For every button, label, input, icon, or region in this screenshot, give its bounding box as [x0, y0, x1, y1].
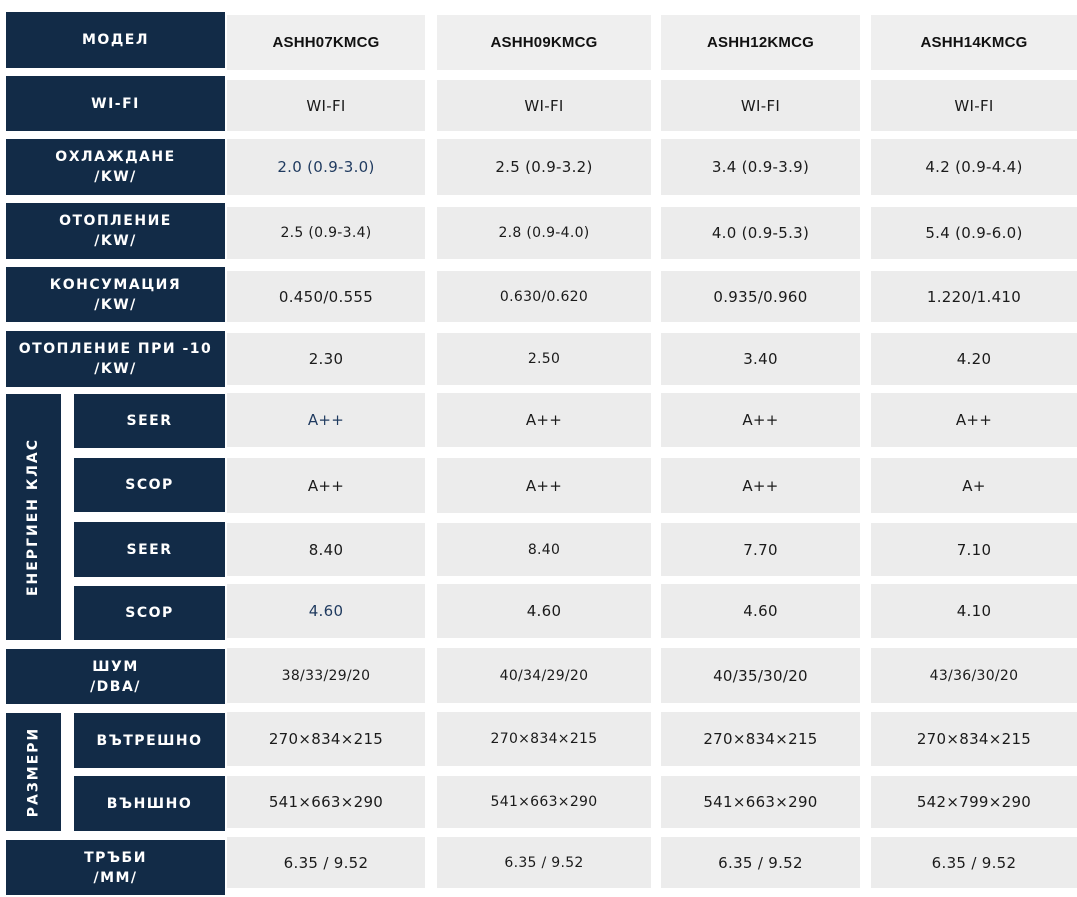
cell-indoor: 270×834×215	[437, 712, 651, 766]
cell-indoor: 270×834×215	[661, 712, 860, 766]
row-label-scop-value: SCOP	[74, 586, 225, 640]
cell-pipes: 6.35 / 9.52	[437, 837, 651, 888]
cell-scop-class: A+	[871, 458, 1077, 513]
cell-outdoor: 541×663×290	[661, 776, 860, 828]
cell-consumption: 1.220/1.410	[871, 271, 1077, 322]
cell-wifi: WI-FI	[437, 80, 651, 131]
row-label-indoor: ВЪТРЕШНО	[74, 713, 225, 768]
header-model-label: МОДЕЛ	[6, 12, 225, 68]
cell-scop-class: A++	[661, 458, 860, 513]
cell-scop-class: A++	[227, 458, 425, 513]
row-label-consumption: КОНСУМАЦИЯ /KW/	[6, 267, 225, 322]
model-name: ASHH09KMCG	[437, 15, 651, 70]
cell-cooling: 2.0 (0.9-3.0)	[227, 139, 425, 195]
cell-scop-value: 4.60	[437, 584, 651, 638]
row-label-pipes: ТРЪБИ /MM/	[6, 840, 225, 895]
cell-scop-value: 4.10	[871, 584, 1077, 638]
cell-heating: 5.4 (0.9-6.0)	[871, 207, 1077, 259]
cell-seer-class: A++	[871, 393, 1077, 447]
cell-seer-value: 8.40	[227, 523, 425, 576]
row-label-scop-class: SCOP	[74, 458, 225, 512]
cell-heating: 2.5 (0.9-3.4)	[227, 207, 425, 259]
cell-heating-minus10: 2.30	[227, 333, 425, 385]
row-label-heating-minus10: ОТОПЛЕНИЕ ПРИ -10 /KW/	[6, 331, 225, 387]
cell-seer-class: A++	[661, 393, 860, 447]
model-name: ASHH12KMCG	[661, 15, 860, 70]
cell-scop-class: A++	[437, 458, 651, 513]
cell-pipes: 6.35 / 9.52	[871, 837, 1077, 888]
cell-pipes: 6.35 / 9.52	[227, 837, 425, 888]
row-label-seer-value: SEER	[74, 522, 225, 577]
cell-seer-class: A++	[437, 393, 651, 447]
cell-outdoor: 542×799×290	[871, 776, 1077, 828]
cell-indoor: 270×834×215	[227, 712, 425, 766]
cell-wifi: WI-FI	[661, 80, 860, 131]
cell-noise: 40/35/30/20	[661, 648, 860, 703]
model-name: ASHH07KMCG	[227, 15, 425, 70]
cell-outdoor: 541×663×290	[437, 776, 651, 828]
cell-cooling: 4.2 (0.9-4.4)	[871, 139, 1077, 195]
model-name: ASHH14KMCG	[871, 15, 1077, 70]
cell-scop-value: 4.60	[661, 584, 860, 638]
cell-noise: 43/36/30/20	[871, 648, 1077, 703]
cell-seer-value: 7.70	[661, 523, 860, 576]
row-label-seer-class: SEER	[74, 394, 225, 448]
cell-seer-class: A++	[227, 393, 425, 447]
cell-cooling: 3.4 (0.9-3.9)	[661, 139, 860, 195]
cell-outdoor: 541×663×290	[227, 776, 425, 828]
cell-consumption: 0.935/0.960	[661, 271, 860, 322]
cell-heating-minus10: 3.40	[661, 333, 860, 385]
cell-heating: 4.0 (0.9-5.3)	[661, 207, 860, 259]
cell-scop-value: 4.60	[227, 584, 425, 638]
cell-wifi: WI-FI	[871, 80, 1077, 131]
cell-indoor: 270×834×215	[871, 712, 1077, 766]
cell-heating: 2.8 (0.9-4.0)	[437, 207, 651, 259]
group-label-energy-class: ЕНЕРГИЕН КЛАС	[6, 394, 61, 640]
row-label-heating: ОТОПЛЕНИЕ /KW/	[6, 203, 225, 259]
cell-wifi: WI-FI	[227, 80, 425, 131]
cell-seer-value: 8.40	[437, 523, 651, 576]
cell-seer-value: 7.10	[871, 523, 1077, 576]
cell-noise: 40/34/29/20	[437, 648, 651, 703]
row-label-wifi: WI-FI	[6, 76, 225, 131]
row-label-outdoor: ВЪНШНО	[74, 776, 225, 831]
group-label-dimensions: РАЗМЕРИ	[6, 713, 61, 831]
row-label-noise: ШУМ /DBA/	[6, 649, 225, 704]
cell-cooling: 2.5 (0.9-3.2)	[437, 139, 651, 195]
row-label-cooling: ОХЛАЖДАНЕ /KW/	[6, 139, 225, 195]
cell-noise: 38/33/29/20	[227, 648, 425, 703]
cell-pipes: 6.35 / 9.52	[661, 837, 860, 888]
cell-consumption: 0.630/0.620	[437, 271, 651, 322]
cell-heating-minus10: 4.20	[871, 333, 1077, 385]
cell-heating-minus10: 2.50	[437, 333, 651, 385]
cell-consumption: 0.450/0.555	[227, 271, 425, 322]
